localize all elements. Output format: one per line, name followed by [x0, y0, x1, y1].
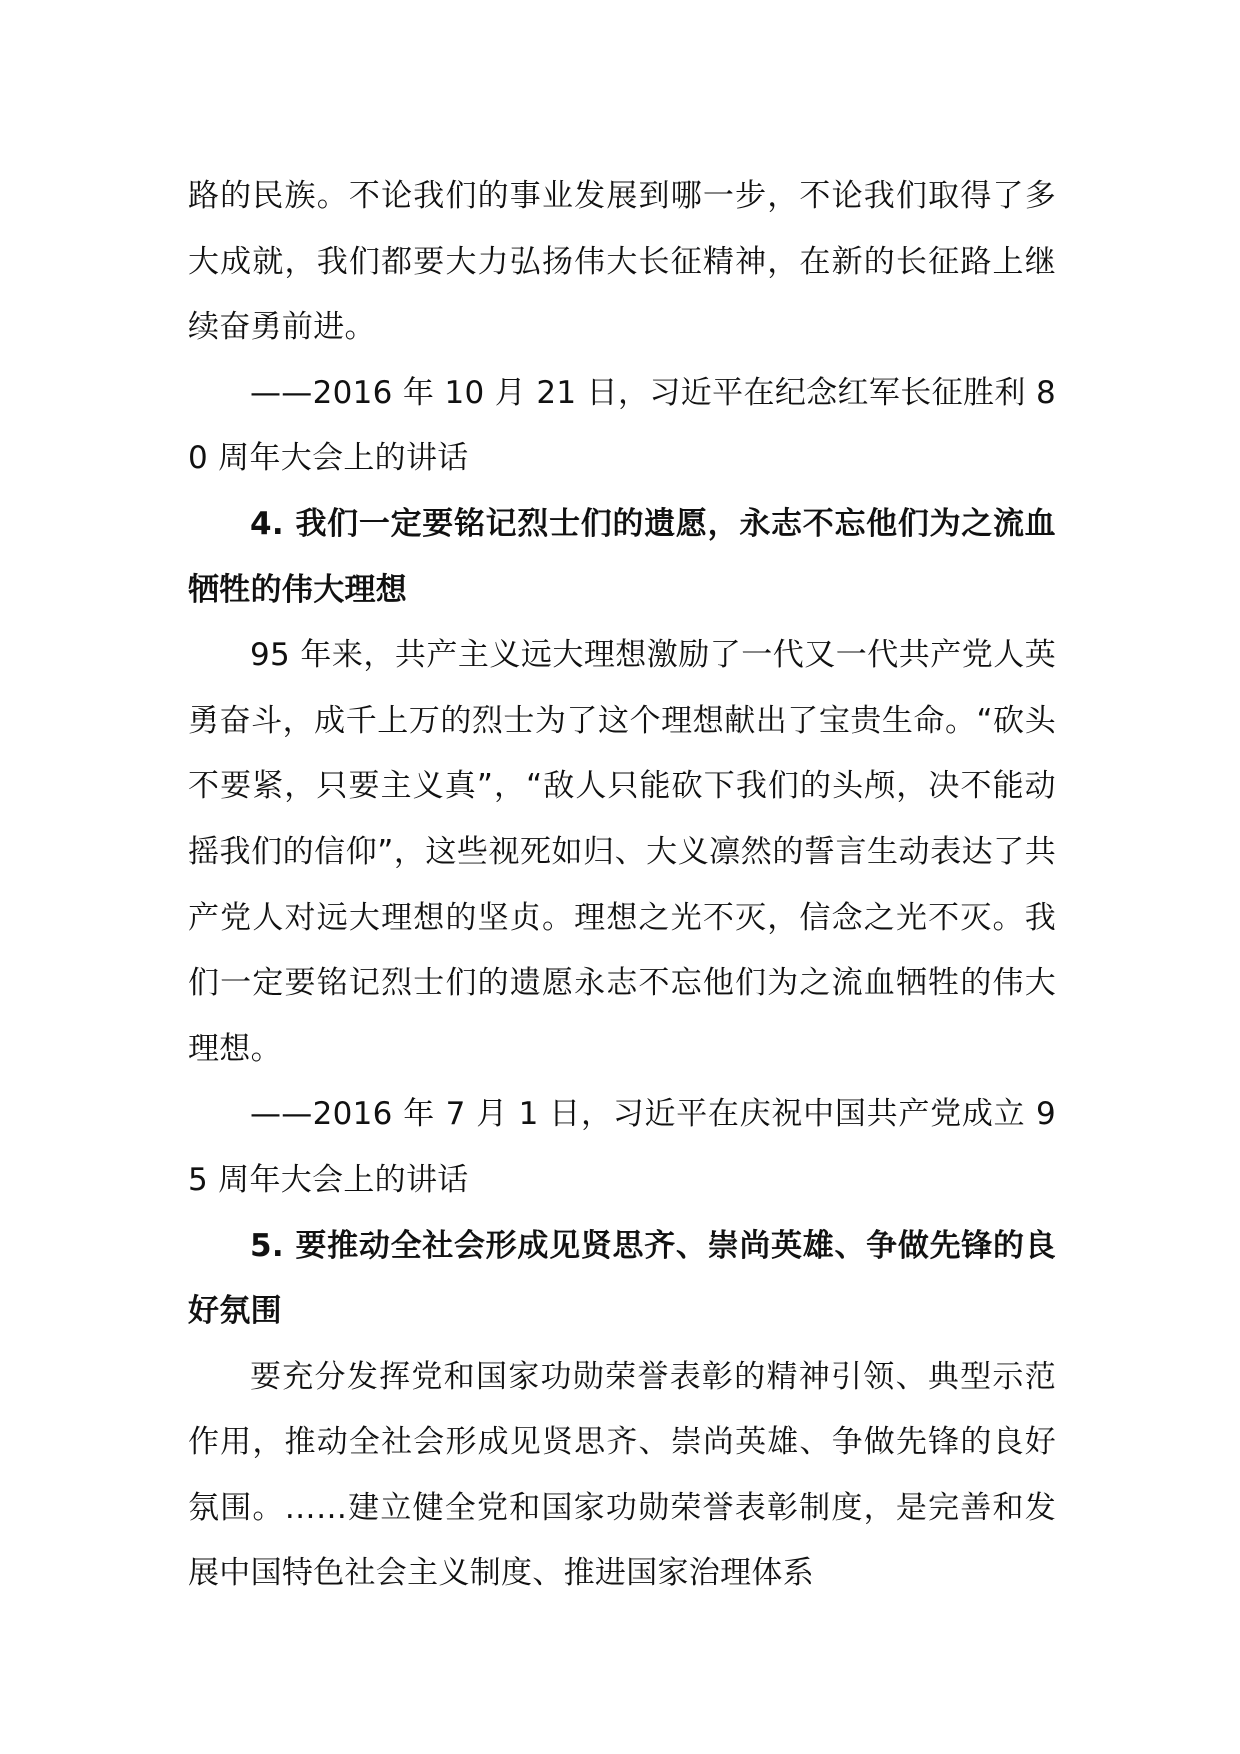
body-paragraph: 路的民族。不论我们的事业发展到哪一步，不论我们取得了多大成就，我们都要大力弘扬伟大长征精神，在新的长征路上继续奋勇前进。 — [188, 178, 1056, 346]
speech-source: ——2016 年 10 月 21 日，习近平在纪念红军长征胜利 80 周年大会上的讲话 — [188, 374, 1056, 477]
body-paragraph: 95 年来，共产主义远大理想激励了一代又一代共产党人英勇奋斗，成千上万的烈士为了这个理想献出了宝贵生命。“砍头不要紧，只要主义真”，“敌人只能砍下我们的头颅，决不能动摇我们的信仰”，这些视死如归、大义凛然的誓言生动表达了共产党人对远大理想的坚贞。理想之光不灭，信念之光不灭。我们一定要铭记烈士们的遗愿永志不忘他们为之流血牺牲的伟大理想。 — [188, 637, 1056, 1067]
body-paragraph: 要充分发挥党和国家功勋荣誉表彰的精神引领、典型示范作用，推动全社会形成见贤思齐、崇尚英雄、争做先锋的良好氛围。……建立健全党和国家功勋荣誉表彰制度，是完善和发展中国特色社会主义制度、推进国家治理体系 — [188, 1358, 1056, 1592]
document-body — [188, 164, 1056, 1607]
section-heading: 4. 我们一定要铭记烈士们的遗愿，永志不忘他们为之流血牺牲的伟大理想 — [188, 505, 1056, 608]
speech-source: ——2016 年 7 月 1 日，习近平在庆祝中国共产党成立 95 周年大会上的讲话 — [188, 1096, 1056, 1198]
section-heading: 5. 要推动全社会形成见贤思齐、崇尚英雄、争做先锋的良好氛围 — [188, 1227, 1056, 1330]
